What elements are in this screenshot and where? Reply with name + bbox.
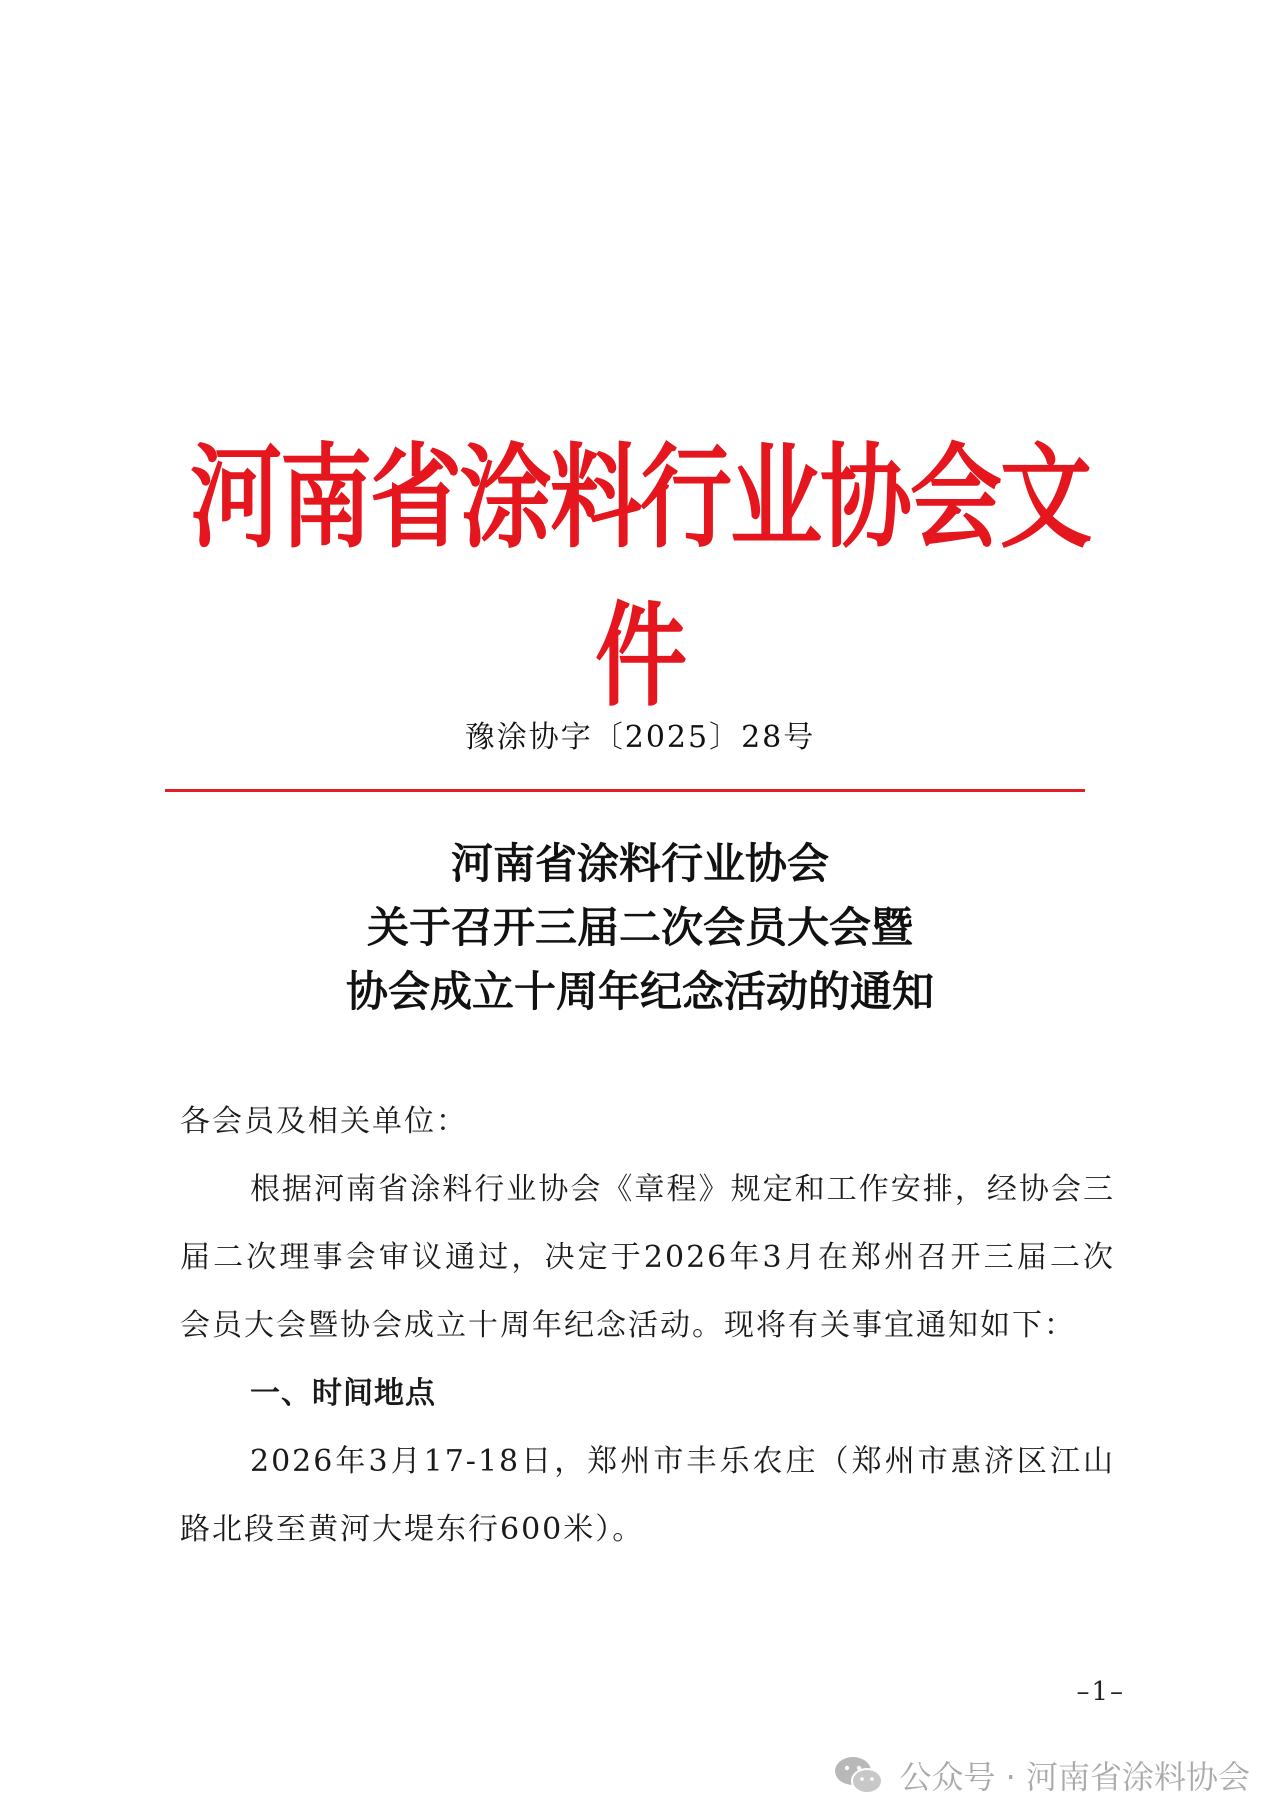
notice-title-line-3: 协会成立十周年纪念活动的通知 — [345, 967, 934, 1016]
wechat-icon — [833, 1755, 885, 1795]
notice-title-line-1: 河南省涂料行业协会 — [450, 839, 829, 888]
notice-title-line-2: 关于召开三届二次会员大会暨 — [366, 903, 913, 952]
intro-paragraph: 根据河南省涂料行业协会《章程》规定和工作安排，经协会三届二次理事会审议通过，决定于2026年3月在郑州召开三届二次会员大会暨协会成立十周年纪念活动。现将有关事宜通知如下： — [180, 1172, 1115, 1343]
wechat-watermark — [833, 1752, 1250, 1798]
document-number: 豫涂协字〔2025〕28号 — [464, 720, 816, 755]
masthead-title: 河南省涂料行业协会文件 — [189, 431, 1090, 722]
notice-title — [0, 832, 1280, 1024]
page-number: –1– — [1076, 1677, 1125, 1707]
watermark-text: 公众号 · 河南省涂料协会 — [899, 1758, 1250, 1796]
time-location-paragraph: 2026年3月17-18日，郑州市丰乐农庄（郑州市惠济区江山路北段至黄河大堤东行600米）。 — [180, 1444, 1115, 1547]
salutation: 各会员及相关单位： — [180, 1104, 468, 1139]
red-divider-line — [165, 789, 1085, 792]
section-heading-time-location: 一、时间地点 — [250, 1376, 436, 1411]
notice-body — [180, 1088, 1115, 1564]
